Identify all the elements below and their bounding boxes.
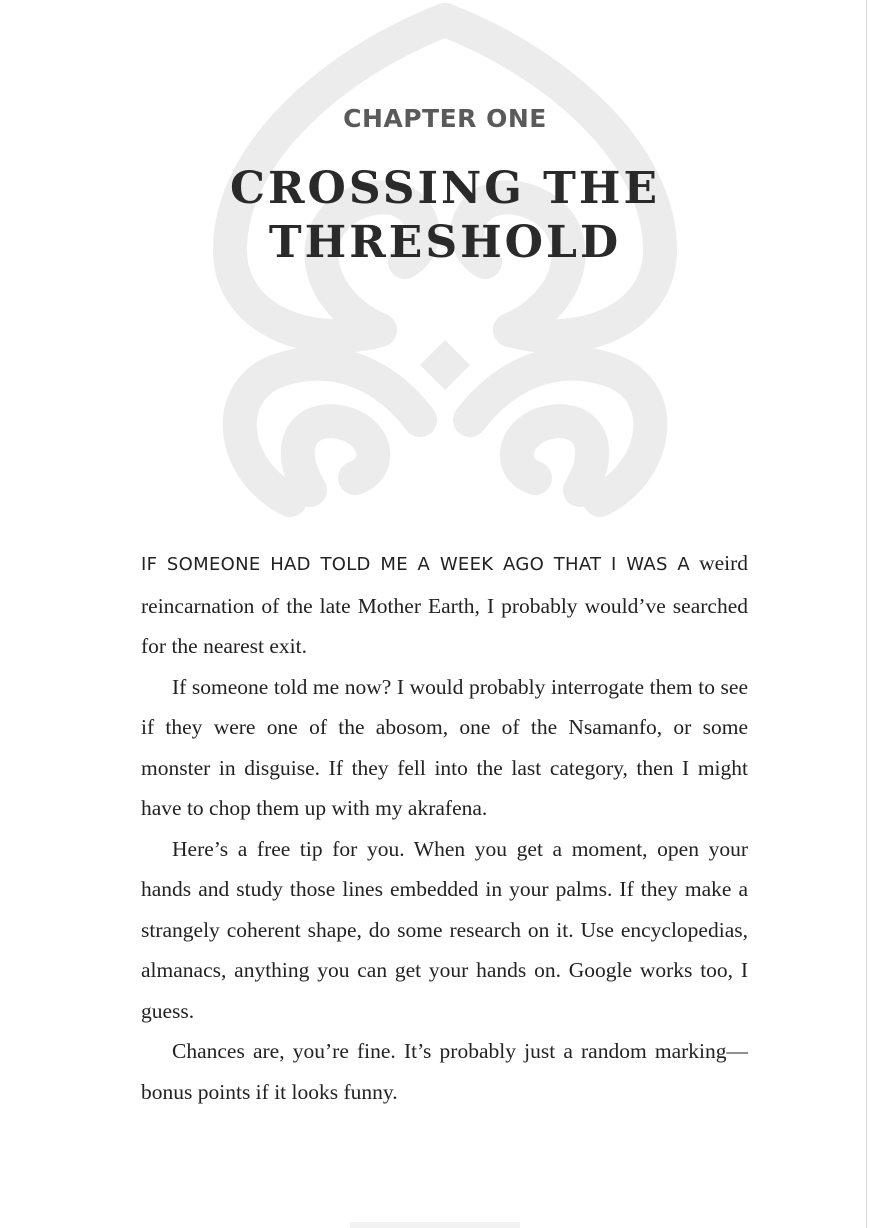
chapter-title-line-1: CROSSING THE [229, 163, 661, 214]
paragraph-1-small-caps-opening: IF SOMEONE HAD TOLD ME A WEEK AGO THAT I WAS A [141, 554, 691, 575]
paragraph-3: Here’s a free tip for you. When you get a moment, open your hands and study those lines embedded in your palms. If they make a strangely coherent shape, do some research on it. Use encyclopedias, almanacs, anything you can get your hands on. Google works too, I guess. [141, 836, 748, 1023]
paragraph-1-text: weird reincarnation of the late Mother Earth, I probably would’ve searched for the nearest exit. [141, 551, 749, 658]
paragraph-1 [141, 543, 748, 667]
chapter-label: CHAPTER ONE [343, 104, 547, 133]
page-footer-mark [350, 1222, 520, 1228]
paragraph-2: If someone told me now? I would probably interrogate them to see if they were one of the abosom, one of the Nsamanfo, or some monster in disguise. If they fell into the last category, then I might have to chop them up with my akrafena. [141, 674, 748, 820]
paragraph-4: Chances are, you’re fine. It’s probably just a random marking—bonus points if it looks funny. [141, 1039, 748, 1104]
chapter-title-line-2: THRESHOLD [268, 217, 622, 268]
chapter-body [141, 543, 748, 1112]
chapter-title [0, 162, 870, 270]
